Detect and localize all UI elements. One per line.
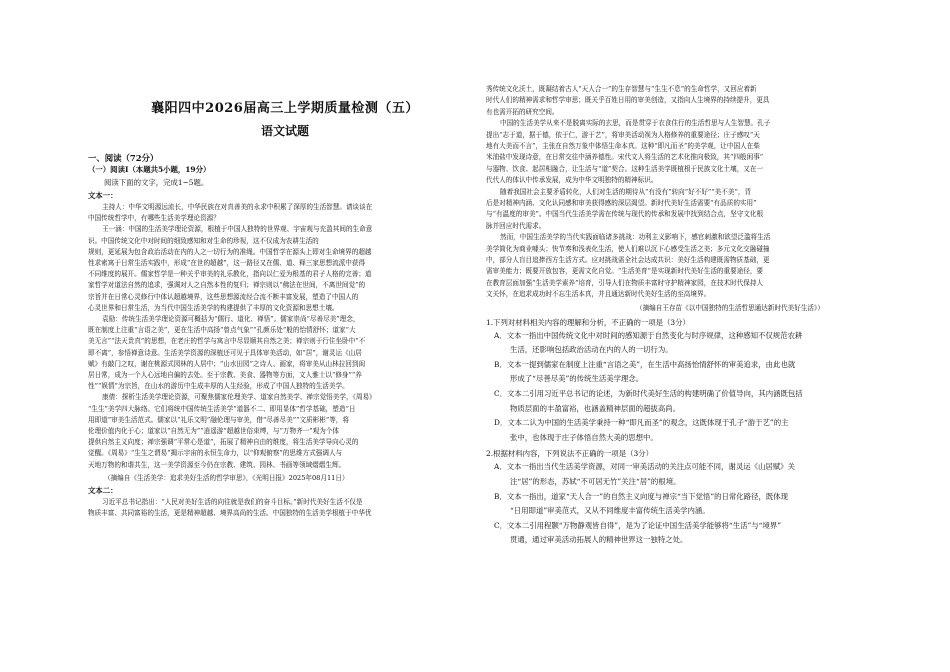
- exam-subtitle: 语文试题: [260, 124, 309, 138]
- text1-line: 伦理价值内化于心；道家以“自然无为”“逍遥游”超越世俗束缚，与“万物齐一”观为个体: [88, 427, 340, 435]
- question-2-option: C．文本二引用程颢“万物静观皆自得”，是为了论证中国生活美学能够将“生活”与“境界”: [494, 520, 782, 530]
- question-1-option: C．文本二引用习近平总书记的论述，为新时代美好生活的构建明确了价值导向，其内涵既包括: [494, 389, 803, 398]
- text1-line: 康倩：探析生活美学理论资源，可聚焦儒家伦理美学、道家自然美学、禅宗觉悟美学，《周易》: [102, 393, 376, 402]
- text2-line: 随着我国社会主要矛盾转化，人们对生活的期待从“有没有”转向“好不好”“美不美”，背: [500, 187, 752, 196]
- text1-line: 即不离”，参悟禅意诗意。生活美学资源的深植还可见于具体审美活动，如“居”，谢灵运《山居: [88, 348, 362, 357]
- text2-line: 中国的生活美学从来不是脱离实际的玄思，而是贯穿于衣食住行的生活哲思与人生智慧。孔子: [500, 119, 771, 128]
- question-1-option: B．文本一提到儒家在制度上注重“言语之美”，在生活中高扬怡情舒怀的审美追求，由此也就: [494, 359, 796, 369]
- text2-source: （摘编自王存苗《以中国独特的生活哲思通达新时代美好生活》）: [636, 303, 824, 312]
- text1-line: 袁励：传统生活美学理论资源可概括为“儒行、道化、禅悟”。儒家崇尚“尽善尽美”理念，: [102, 315, 360, 323]
- text1-line: 赋》有敲门之叹，谢在桃源式园林的人居中；“山水田园”之诗人、画家，将审美从山林拉回到闺: [88, 359, 366, 368]
- text2-line: 有也需开拓的研究空间。: [486, 107, 559, 116]
- text2-line: 脉并回应时代需求。: [486, 221, 546, 230]
- text1-line: 主持人：中华文明源远流长，中华民族在对真善美的永求中积累了深厚的生活智慧。请谈谈在: [102, 203, 373, 211]
- text1-line: 觉醒。《周易》“生生之谓易”揭示宇宙的永恒生命力，以“仰观俯察”的思维方式强调人与: [88, 449, 343, 458]
- text1-line: 王一涵：中国的生活美学理论资源，根植于中国人独特的世界观、宇宙观与充盈其间的生命意: [102, 225, 373, 234]
- text2-line: 米油盐中发现诗意，在日常交往中涵养德性。宋代文人将生活的艺术化推向极致，其“四般闲事”: [486, 153, 764, 162]
- text1-line: 识。中国传统文化中对时间的细致感知和对生命的珍视，这不仅成为农耕生活的: [88, 236, 319, 245]
- question-2-option: 注“居”的形态，苏轼“不可居无竹”关注“居”的根境。: [510, 477, 681, 486]
- text1-line: 心灵世界和日常生活，为当代中国生活美学的构建提供了丰厚的文化资源和思想土壤。: [88, 303, 339, 312]
- text1-line: “生生”美学四大脉络。它们将统中国传统生活美学“道器不二、即用显体”哲学基础，塑造“日: [88, 404, 356, 413]
- text2-line: 与器物、饮食、起居相融合，让生活与“道”契合。这种生活美学既植根于民族文化土壤，又在一: [486, 164, 764, 173]
- text1-line: 提供自然主义向度；禅宗强调“平常心是道”，拓展了精神自由的维度，将生活美学导向心灵的: [88, 438, 359, 447]
- text2-line: 秀传统文化沃土，既凝结着古人“天人合一”的生存智慧与“生生不息”的生命哲学，又回应着新: [486, 85, 757, 93]
- text2-line: 中，部分人盲目追捧西方生活方式。应对挑战需全社会达成共识：美好生活构建既需物质基础，更: [486, 256, 770, 264]
- text1-line: 不同维度的展开。儒家哲学是一种关乎审美的礼乐教化，指向以仁爱为根基的君子人格的完善；道: [88, 270, 372, 279]
- question-2-option: “日用即道”审美范式，又从不同维度丰富传统生活美学内涵。: [510, 506, 710, 516]
- text2-line: 代代人的体认中传承发展，成为中华文明独特的精神标识。: [486, 176, 658, 185]
- text2-line: 在教育层面加强“生活美学素养”培育，引导人们在物质丰富时守护精神家园，在技术时代保持人: [486, 278, 764, 287]
- text2-line: 美学简化为商业噱头；快节奏和浅表化生活，使人们难以沉下心感受生活之美；多元文化交融碰撞: [486, 244, 770, 253]
- question-1-option: 张中，也体现于庄子体悟自然大美的思想中。: [510, 432, 658, 442]
- subsection-heading: （一）阅读Ⅰ（本题共5小题，19分）: [88, 165, 211, 174]
- question-2-option: B．文本一指出，道家“天人合一”的自然主义向度与禅宗“当下觉悟”的日常化路径，既体现: [494, 491, 789, 501]
- text1-source: （摘编自《生活美学：追求美好生活的哲学审思》，《光明日报》2025年08月11日）: [104, 473, 349, 482]
- reading-instruction: 阅读下面的文字，完成1~5题。: [104, 178, 209, 187]
- text2-line: 物质丰富、共同富裕的生活，更是精神超越、境界高尚的生活。中国独特的生活美学根植于中华优: [88, 509, 372, 517]
- text1-line: 宗旨并在日常心灵修行中体认超越境界，这些思想源流经合流不断丰富发展，塑造了中国人的: [88, 292, 359, 301]
- text2-line: 文关怀，在追求成功时不忘生活本真，并且通达新时代美好生活的至高境界。: [486, 290, 711, 299]
- text2-line: 提出“志于道，据于德，依于仁，游于艺”，将审美活动视为人格修养的重要途径；庄子感叹“天: [486, 130, 760, 139]
- text2-line: 时代人们的精神需求和哲学审思；既关乎百姓日用的审美创造，又指向人生境界的持续提升，更具: [486, 96, 770, 105]
- text2-label: 文本二：: [88, 485, 118, 495]
- text2-line: 习近平总书记指出：“人民对美好生活的向往就是我们的奋斗目标。”新时代美好生活不仅是: [102, 497, 363, 506]
- text1-line: 用即道”审美生活范式。儒家以“礼乐文明”融伦理与审美，借“尽善尽美”“文质彬彬”等，将: [88, 415, 349, 424]
- text1-line: 既在制度上注重“言语之美”，更在生活中高扬“曾点气象”“孔颜乐处”般的怡情舒怀；道家“大: [88, 326, 356, 335]
- text1-line: 规则，更延展为包含政治活动在内的人之一切行为的准绳。中国哲学在源头上即对生命境界的超越: [88, 247, 372, 256]
- text1-label: 文本一：: [88, 191, 118, 200]
- text2-line: 与“有温度的审美”。中国当代生活美学需在传统与现代的传承和发展中找到结合点，坚守文化根: [486, 210, 764, 219]
- text1-line: 天地万物的和谐共生，这一美学资源至今仍在宗教、建筑、园林、书画等领域熠熠生辉。: [88, 460, 346, 469]
- text1-line: 家哲学对道法自然的追求，强调对人之自然本性的复归；禅宗则以“佛法在世间，不离世间觉”的: [88, 281, 366, 290]
- question-1-option: 物质层面的丰盈富裕，也涵盖精神层面的超拔高尚。: [510, 403, 680, 413]
- text2-line: 需审美能力；既要开放包容，更需文化自觉。“生活美育”是实现新时代美好生活的重要途径，要: [486, 267, 764, 276]
- question-1-option: D．文本二认为中国的生活美学秉持一种“即凡而圣”的观念，这既体现于孔子“游于艺”的主: [494, 418, 789, 428]
- text1-line: 居日常，成为一个人心远地自偏的去处。至于宗教、美食、器物等方面，文人雅士以“修身”“养: [88, 371, 362, 379]
- question-1-option: A．文本一指出中国传统文化中对时间的感知源于自然变化与时序规律，这种感知不仅规范农耕: [494, 330, 803, 340]
- question-1-stem: 1.下列对材料相关内容的理解和分析，不正确的一项是（3分）: [486, 317, 690, 327]
- right-column: [486, 0, 878, 672]
- question-2-option: A．文本一指出当代生活美学资源，对同一审美活动的关注点可能不同，谢灵运《山居赋》关: [494, 462, 795, 472]
- question-1-option: 形成了“尽善尽美”的传统生活美学理念。: [510, 374, 644, 384]
- left-column: [88, 0, 482, 672]
- text2-line: 地有大美而不言”，主张在自然万象中体悟生命本真。这种“即凡而圣”的美学观，让中国人在柴: [486, 142, 760, 150]
- text1-line: 性”“娱情”为宗旨，在山水的游历中生成丰厚的人生经验，形成了中国人独特的生活美学。: [88, 382, 349, 391]
- question-2-stem: 2.根据材料内容，下列说法不正确的一项是（3分）: [486, 449, 653, 459]
- text2-line: 后是对精神内涵、文化认同感和审美获得感的深层渴望。新时代美好生活需要“有品质的实用”: [486, 199, 757, 207]
- text1-line: 中国传统哲学中，有哪些生活美学理论资源？: [88, 214, 220, 223]
- exam-title: 襄阳四中2026届高三上学期质量检测（五）: [151, 101, 419, 116]
- text2-line: 然而，中国生活美学的当代实践面临诸多挑战：功利主义影响下，感官刺激和欲望泛滥将生活: [500, 233, 771, 242]
- section-heading: 一、阅读（72分）: [88, 153, 159, 163]
- text1-line: 美无言”“法天贵真”的思想，在老庄的哲学与寓言中尽显顺其自然之美；禅宗则于行住坐卧中“不: [88, 337, 366, 346]
- text1-line: 性求索寓于日常生活实践中，形成“在世的超越”，这一路径又在儒、道、释三家思想流派中获得: [88, 259, 366, 267]
- question-2-option: 贯通，通过审美活动拓展人的精神世界这一独特之处。: [510, 535, 688, 545]
- question-1-option: 生活，还影响包括政治活动在内的人的一切行为。: [510, 345, 673, 355]
